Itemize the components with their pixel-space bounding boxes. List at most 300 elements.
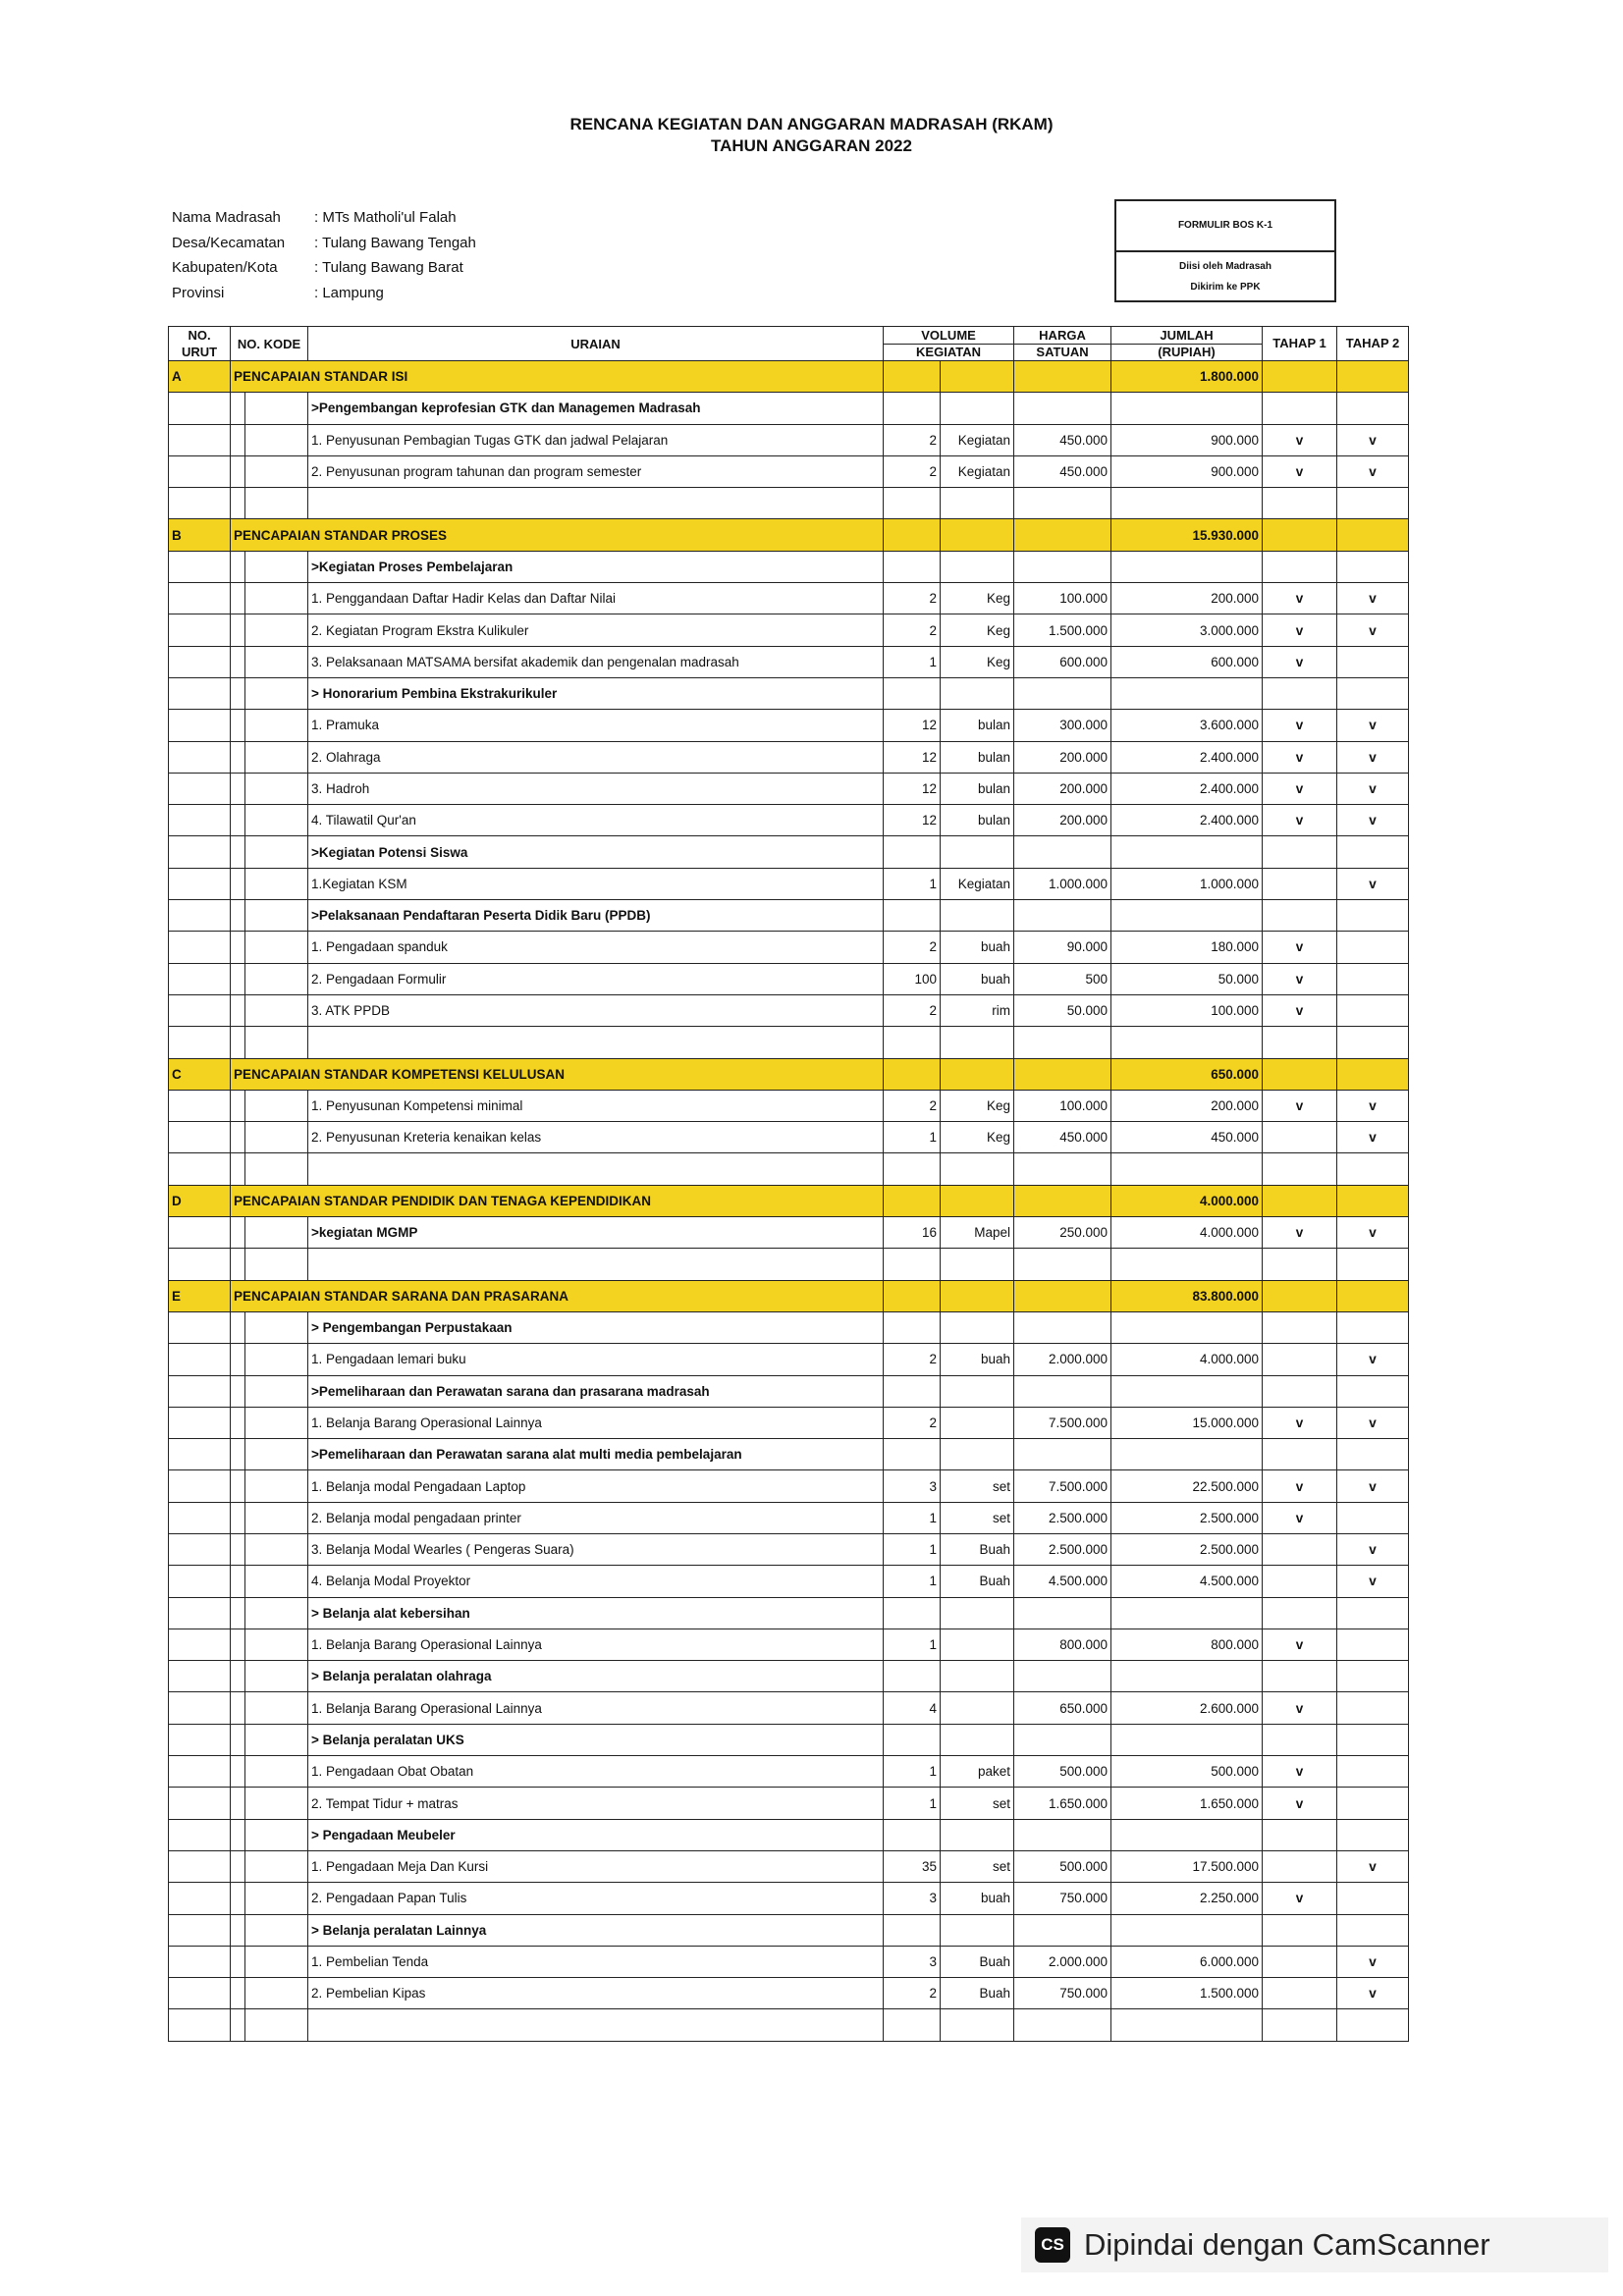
tahap-1-check: v <box>1263 424 1337 455</box>
cell-kode-b <box>245 1311 308 1343</box>
item-quantity: 2 <box>884 932 941 963</box>
tahap-1-check: v <box>1263 805 1337 836</box>
table-row <box>169 1407 1409 1438</box>
item-quantity: 3 <box>884 1470 941 1502</box>
item-description: 4. Belanja Modal Proyektor <box>308 1566 884 1597</box>
cell-empty <box>1263 551 1337 582</box>
item-total: 15.000.000 <box>1111 1407 1263 1438</box>
tahap-2-check <box>1337 963 1409 994</box>
cell-no-urut <box>169 805 231 836</box>
cell-kode-b <box>245 932 308 963</box>
table-row <box>169 1850 1409 1882</box>
item-unit: rim <box>941 994 1014 1026</box>
cell-empty <box>1337 1819 1409 1850</box>
header-no-kode: NO. KODE <box>231 327 308 361</box>
item-unit: Buah <box>941 1946 1014 1977</box>
cell-empty <box>941 1375 1014 1407</box>
item-description: 2. Pengadaan Papan Tulis <box>308 1883 884 1914</box>
subheading-row <box>169 393 1409 424</box>
cell-kode-b <box>245 1819 308 1850</box>
table-row <box>169 583 1409 614</box>
cell-no-urut <box>169 1153 231 1185</box>
cell-kode-b <box>245 900 308 932</box>
item-unit-price: 200.000 <box>1014 805 1111 836</box>
cell-no-urut <box>169 1407 231 1438</box>
item-description: 2. Belanja modal pengadaan printer <box>308 1502 884 1533</box>
item-description: 1. Pengadaan spanduk <box>308 932 884 963</box>
item-description: 1. Penyusunan Kompetensi minimal <box>308 1090 884 1121</box>
cell-kode-a <box>231 805 245 836</box>
header-kegiatan: KEGIATAN <box>884 344 1014 361</box>
tahap-1-check: v <box>1263 614 1337 646</box>
tahap-1-check: v <box>1263 1756 1337 1788</box>
cell-no-urut <box>169 583 231 614</box>
tahap-1-check: v <box>1263 710 1337 741</box>
item-unit-price: 200.000 <box>1014 741 1111 773</box>
item-total: 100.000 <box>1111 994 1263 1026</box>
cell-empty <box>1014 361 1111 393</box>
table-row <box>169 1756 1409 1788</box>
cell-no-urut <box>169 1311 231 1343</box>
cell-kode-b <box>245 1533 308 1565</box>
subheading-text: > Honorarium Pembina Ekstrakurikuler <box>308 677 884 709</box>
section-total: 650.000 <box>1111 1058 1263 1090</box>
cell-kode-a <box>231 1027 245 1058</box>
subheading-row <box>169 1819 1409 1850</box>
item-unit: Keg <box>941 614 1014 646</box>
tahap-2-check: v <box>1337 1344 1409 1375</box>
cell-empty <box>308 2009 884 2041</box>
cell-empty <box>1014 2009 1111 2041</box>
cell-kode-b <box>245 1850 308 1882</box>
table-row <box>169 1217 1409 1249</box>
cell-kode-b <box>245 1407 308 1438</box>
cell-kode-b <box>245 805 308 836</box>
tahap-1-check <box>1263 1533 1337 1565</box>
item-unit-price: 750.000 <box>1014 1883 1111 1914</box>
cell-empty <box>1337 519 1409 551</box>
item-unit-price: 1.000.000 <box>1014 868 1111 899</box>
cell-empty <box>1263 836 1337 868</box>
cell-empty <box>941 677 1014 709</box>
item-description: 2. Olahraga <box>308 741 884 773</box>
cell-kode-a <box>231 1946 245 1977</box>
item-unit-price: 1.650.000 <box>1014 1788 1111 1819</box>
item-description: 1. Pengadaan Meja Dan Kursi <box>308 1850 884 1882</box>
tahap-1-check <box>1263 1978 1337 2009</box>
subheading-text: >Kegiatan Potensi Siswa <box>308 836 884 868</box>
header-harga: HARGA <box>1014 327 1111 345</box>
cell-empty <box>1111 551 1263 582</box>
cell-empty <box>941 1724 1014 1755</box>
cell-empty <box>1111 1819 1263 1850</box>
item-description: 2. Penyusunan Kreteria kenaikan kelas <box>308 1122 884 1153</box>
cell-empty <box>1263 1311 1337 1343</box>
item-quantity: 1 <box>884 868 941 899</box>
cell-no-urut <box>169 1502 231 1533</box>
item-unit: bulan <box>941 710 1014 741</box>
cell-empty <box>1337 551 1409 582</box>
tahap-2-check <box>1337 1692 1409 1724</box>
cell-empty <box>1111 900 1263 932</box>
table-row <box>169 455 1409 487</box>
cell-kode-a <box>231 1502 245 1533</box>
header-tahap-2: TAHAP 2 <box>1337 327 1409 361</box>
item-description: >kegiatan MGMP <box>308 1217 884 1249</box>
cell-kode-a <box>231 1311 245 1343</box>
cell-empty <box>1111 1914 1263 1946</box>
cell-empty <box>884 1280 941 1311</box>
cell-kode-a <box>231 1344 245 1375</box>
item-total: 2.400.000 <box>1111 805 1263 836</box>
tahap-2-check: v <box>1337 773 1409 804</box>
cell-empty <box>1263 677 1337 709</box>
form-box-line-1: Diisi oleh Madrasah <box>1179 260 1271 272</box>
item-unit: bulan <box>941 773 1014 804</box>
item-unit: Kegiatan <box>941 868 1014 899</box>
cell-kode-a <box>231 710 245 741</box>
cell-no-urut <box>169 1249 231 1280</box>
cell-empty <box>1014 900 1111 932</box>
table-row <box>169 932 1409 963</box>
item-unit: Keg <box>941 583 1014 614</box>
cell-kode-b <box>245 1090 308 1121</box>
cell-empty <box>1111 1153 1263 1185</box>
tahap-1-check: v <box>1263 994 1337 1026</box>
header-no-urut: NO. URUT <box>169 327 231 361</box>
cell-kode-b <box>245 1344 308 1375</box>
cell-empty <box>1014 1058 1111 1090</box>
item-total: 1.650.000 <box>1111 1788 1263 1819</box>
cell-no-urut <box>169 1597 231 1629</box>
cell-kode-a <box>231 424 245 455</box>
cell-empty <box>1014 1819 1111 1850</box>
tahap-1-check <box>1263 1566 1337 1597</box>
header-tahap-1: TAHAP 1 <box>1263 327 1337 361</box>
tahap-2-check <box>1337 1756 1409 1788</box>
section-row <box>169 1280 1409 1311</box>
tahap-1-check: v <box>1263 1407 1337 1438</box>
section-code: A <box>169 361 231 393</box>
item-total: 2.250.000 <box>1111 1883 1263 1914</box>
title-line-2: TAHUN ANGGARAN 2022 <box>711 136 912 155</box>
section-row <box>169 1058 1409 1090</box>
subheading-text: > Belanja alat kebersihan <box>308 1597 884 1629</box>
item-unit: set <box>941 1788 1014 1819</box>
tahap-1-check: v <box>1263 963 1337 994</box>
item-description: 2. Penyusunan program tahunan dan program semester <box>308 455 884 487</box>
cell-kode-a <box>231 963 245 994</box>
cell-empty <box>941 1597 1014 1629</box>
table-row <box>169 1629 1409 1660</box>
section-code: D <box>169 1185 231 1216</box>
subheading-text: > Pengembangan Perpustakaan <box>308 1311 884 1343</box>
cell-kode-b <box>245 741 308 773</box>
cell-no-urut <box>169 1788 231 1819</box>
cell-kode-b <box>245 1883 308 1914</box>
cell-empty <box>884 1375 941 1407</box>
item-quantity: 1 <box>884 1756 941 1788</box>
cell-no-urut <box>169 1946 231 1977</box>
tahap-2-check: v <box>1337 583 1409 614</box>
cell-kode-b <box>245 1978 308 2009</box>
cell-empty <box>884 551 941 582</box>
section-title: PENCAPAIAN STANDAR KOMPETENSI KELULUSAN <box>231 1058 884 1090</box>
table-row <box>169 741 1409 773</box>
item-description: 1. Belanja Barang Operasional Lainnya <box>308 1407 884 1438</box>
blank-row <box>169 1153 1409 1185</box>
header-rupiah: (RUPIAH) <box>1111 344 1263 361</box>
tahap-1-check: v <box>1263 455 1337 487</box>
cell-kode-a <box>231 868 245 899</box>
cell-empty <box>941 1153 1014 1185</box>
tahap-1-check: v <box>1263 1502 1337 1533</box>
item-unit-price: 200.000 <box>1014 773 1111 804</box>
cell-empty <box>1111 836 1263 868</box>
item-unit: Buah <box>941 1566 1014 1597</box>
cell-kode-a <box>231 551 245 582</box>
cell-empty <box>884 1249 941 1280</box>
item-quantity: 2 <box>884 614 941 646</box>
subheading-text: > Belanja peralatan Lainnya <box>308 1914 884 1946</box>
cell-kode-a <box>231 2009 245 2041</box>
tahap-2-check: v <box>1337 805 1409 836</box>
item-unit: Kegiatan <box>941 455 1014 487</box>
tahap-1-check: v <box>1263 646 1337 677</box>
cell-kode-b <box>245 1249 308 1280</box>
item-quantity: 1 <box>884 1788 941 1819</box>
info-row <box>172 255 476 281</box>
cell-empty <box>1014 551 1111 582</box>
item-description: 1. Pembelian Tenda <box>308 1946 884 1977</box>
cell-empty <box>1111 1249 1263 1280</box>
item-quantity: 2 <box>884 1407 941 1438</box>
cell-kode-a <box>231 1566 245 1597</box>
subheading-text: >Pengembangan keprofesian GTK dan Managemen Madrasah <box>308 393 884 424</box>
cell-empty <box>1337 1249 1409 1280</box>
subheading-text: >Pemeliharaan dan Perawatan sarana alat multi media pembelajaran <box>308 1439 884 1470</box>
cell-empty <box>1014 1439 1111 1470</box>
table-row <box>169 1344 1409 1375</box>
item-quantity: 12 <box>884 741 941 773</box>
cell-empty <box>1263 1439 1337 1470</box>
item-description: 2. Kegiatan Program Ekstra Kulikuler <box>308 614 884 646</box>
tahap-2-check <box>1337 646 1409 677</box>
item-total: 2.400.000 <box>1111 773 1263 804</box>
table-row <box>169 1533 1409 1565</box>
item-total: 2.400.000 <box>1111 741 1263 773</box>
cell-kode-a <box>231 932 245 963</box>
cell-kode-a <box>231 836 245 868</box>
info-value: : Tulang Bawang Barat <box>314 259 463 276</box>
item-unit-price: 500.000 <box>1014 1850 1111 1882</box>
cell-empty <box>1337 1914 1409 1946</box>
tahap-1-check: v <box>1263 773 1337 804</box>
cell-empty <box>1337 1311 1409 1343</box>
cell-empty <box>1263 1661 1337 1692</box>
cell-kode-b <box>245 1724 308 1755</box>
cell-empty <box>1263 1375 1337 1407</box>
table-row <box>169 805 1409 836</box>
camscanner-logo: CS <box>1035 2227 1070 2263</box>
item-unit-price: 450.000 <box>1014 424 1111 455</box>
tahap-2-check <box>1337 994 1409 1026</box>
cell-no-urut <box>169 900 231 932</box>
cell-empty <box>1263 519 1337 551</box>
cell-empty <box>1263 488 1337 519</box>
cell-kode-a <box>231 1375 245 1407</box>
cell-no-urut <box>169 1883 231 1914</box>
item-description: 1.Kegiatan KSM <box>308 868 884 899</box>
info-label: Desa/Kecamatan <box>172 234 286 251</box>
section-total: 15.930.000 <box>1111 519 1263 551</box>
cell-kode-b <box>245 1153 308 1185</box>
cell-empty <box>941 1185 1014 1216</box>
form-box-notes <box>1116 252 1334 300</box>
cell-kode-a <box>231 646 245 677</box>
cell-empty <box>1014 519 1111 551</box>
cell-kode-b <box>245 488 308 519</box>
section-title: PENCAPAIAN STANDAR PENDIDIK DAN TENAGA KEPENDIDIKAN <box>231 1185 884 1216</box>
subheading-row <box>169 1914 1409 1946</box>
table-row <box>169 773 1409 804</box>
cell-no-urut <box>169 1533 231 1565</box>
cell-empty <box>1111 1311 1263 1343</box>
section-total: 1.800.000 <box>1111 361 1263 393</box>
cell-kode-b <box>245 646 308 677</box>
item-unit-price: 2.500.000 <box>1014 1533 1111 1565</box>
cell-no-urut <box>169 868 231 899</box>
cell-kode-b <box>245 1566 308 1597</box>
cell-empty <box>941 1280 1014 1311</box>
item-unit: set <box>941 1470 1014 1502</box>
cell-kode-b <box>245 424 308 455</box>
cell-empty <box>884 1819 941 1850</box>
info-label: Kabupaten/Kota <box>172 259 278 276</box>
table-row <box>169 1788 1409 1819</box>
table-row <box>169 1502 1409 1533</box>
cell-kode-a <box>231 773 245 804</box>
cell-no-urut <box>169 710 231 741</box>
cell-empty <box>1263 2009 1337 2041</box>
cell-empty <box>1263 1027 1337 1058</box>
cell-kode-a <box>231 1122 245 1153</box>
item-quantity: 3 <box>884 1946 941 1977</box>
cell-kode-b <box>245 1914 308 1946</box>
cell-empty <box>1111 1375 1263 1407</box>
item-unit: buah <box>941 1344 1014 1375</box>
table-row <box>169 994 1409 1026</box>
item-description: 1. Belanja modal Pengadaan Laptop <box>308 1470 884 1502</box>
cell-empty <box>1337 393 1409 424</box>
cell-empty <box>941 1819 1014 1850</box>
cell-empty <box>1263 1724 1337 1755</box>
cell-empty <box>1337 1724 1409 1755</box>
tahap-1-check: v <box>1263 1629 1337 1660</box>
cell-no-urut <box>169 1439 231 1470</box>
cell-empty <box>1014 1724 1111 1755</box>
tahap-1-check: v <box>1263 1470 1337 1502</box>
section-title: PENCAPAIAN STANDAR SARANA DAN PRASARANA <box>231 1280 884 1311</box>
item-quantity: 2 <box>884 424 941 455</box>
cell-empty <box>884 1724 941 1755</box>
cell-no-urut <box>169 1978 231 2009</box>
subheading-row <box>169 900 1409 932</box>
info-value: : Tulang Bawang Tengah <box>314 234 476 251</box>
cell-kode-b <box>245 1756 308 1788</box>
table-row <box>169 1090 1409 1121</box>
section-code: B <box>169 519 231 551</box>
table-row <box>169 963 1409 994</box>
cell-empty <box>1111 393 1263 424</box>
tahap-1-check <box>1263 1122 1337 1153</box>
cell-kode-a <box>231 1470 245 1502</box>
item-description: 3. ATK PPDB <box>308 994 884 1026</box>
cell-empty <box>941 2009 1014 2041</box>
cell-no-urut <box>169 1914 231 1946</box>
cell-empty <box>1337 1058 1409 1090</box>
form-box-title: FORMULIR BOS K-1 <box>1116 201 1334 252</box>
item-quantity: 16 <box>884 1217 941 1249</box>
cell-empty <box>1263 900 1337 932</box>
cell-kode-a <box>231 1756 245 1788</box>
item-unit: bulan <box>941 741 1014 773</box>
item-unit <box>941 1407 1014 1438</box>
blank-row <box>169 2009 1409 2041</box>
cell-kode-a <box>231 1597 245 1629</box>
item-quantity: 3 <box>884 1883 941 1914</box>
cell-empty <box>308 1249 884 1280</box>
cell-kode-b <box>245 1946 308 1977</box>
cell-empty <box>1014 1249 1111 1280</box>
cell-empty <box>1263 1280 1337 1311</box>
tahap-2-check: v <box>1337 710 1409 741</box>
item-unit-price: 450.000 <box>1014 1122 1111 1153</box>
item-unit: Keg <box>941 1090 1014 1121</box>
cell-empty <box>941 1311 1014 1343</box>
cell-kode-a <box>231 1090 245 1121</box>
item-description: 2. Pembelian Kipas <box>308 1978 884 2009</box>
cell-empty <box>1263 1914 1337 1946</box>
item-unit-price: 90.000 <box>1014 932 1111 963</box>
cell-kode-b <box>245 551 308 582</box>
item-quantity: 2 <box>884 455 941 487</box>
table-row <box>169 424 1409 455</box>
cell-kode-b <box>245 1597 308 1629</box>
cell-kode-a <box>231 393 245 424</box>
cell-empty <box>1337 1185 1409 1216</box>
camscanner-watermark <box>1021 2217 1608 2272</box>
tahap-1-check: v <box>1263 1692 1337 1724</box>
cell-no-urut <box>169 1692 231 1724</box>
item-unit-price: 650.000 <box>1014 1692 1111 1724</box>
blank-row <box>169 488 1409 519</box>
item-unit-price: 100.000 <box>1014 583 1111 614</box>
cell-empty <box>1263 1153 1337 1185</box>
cell-kode-b <box>245 393 308 424</box>
tahap-2-check: v <box>1337 1470 1409 1502</box>
item-total: 4.500.000 <box>1111 1566 1263 1597</box>
item-unit: bulan <box>941 805 1014 836</box>
cell-kode-b <box>245 614 308 646</box>
cell-empty <box>1014 1027 1111 1058</box>
cell-empty <box>1337 488 1409 519</box>
item-quantity: 2 <box>884 1090 941 1121</box>
subheading-row <box>169 1375 1409 1407</box>
form-box-line-2: Dikirim ke PPK <box>1190 281 1261 293</box>
cell-kode-b <box>245 1439 308 1470</box>
subheading-row <box>169 1311 1409 1343</box>
